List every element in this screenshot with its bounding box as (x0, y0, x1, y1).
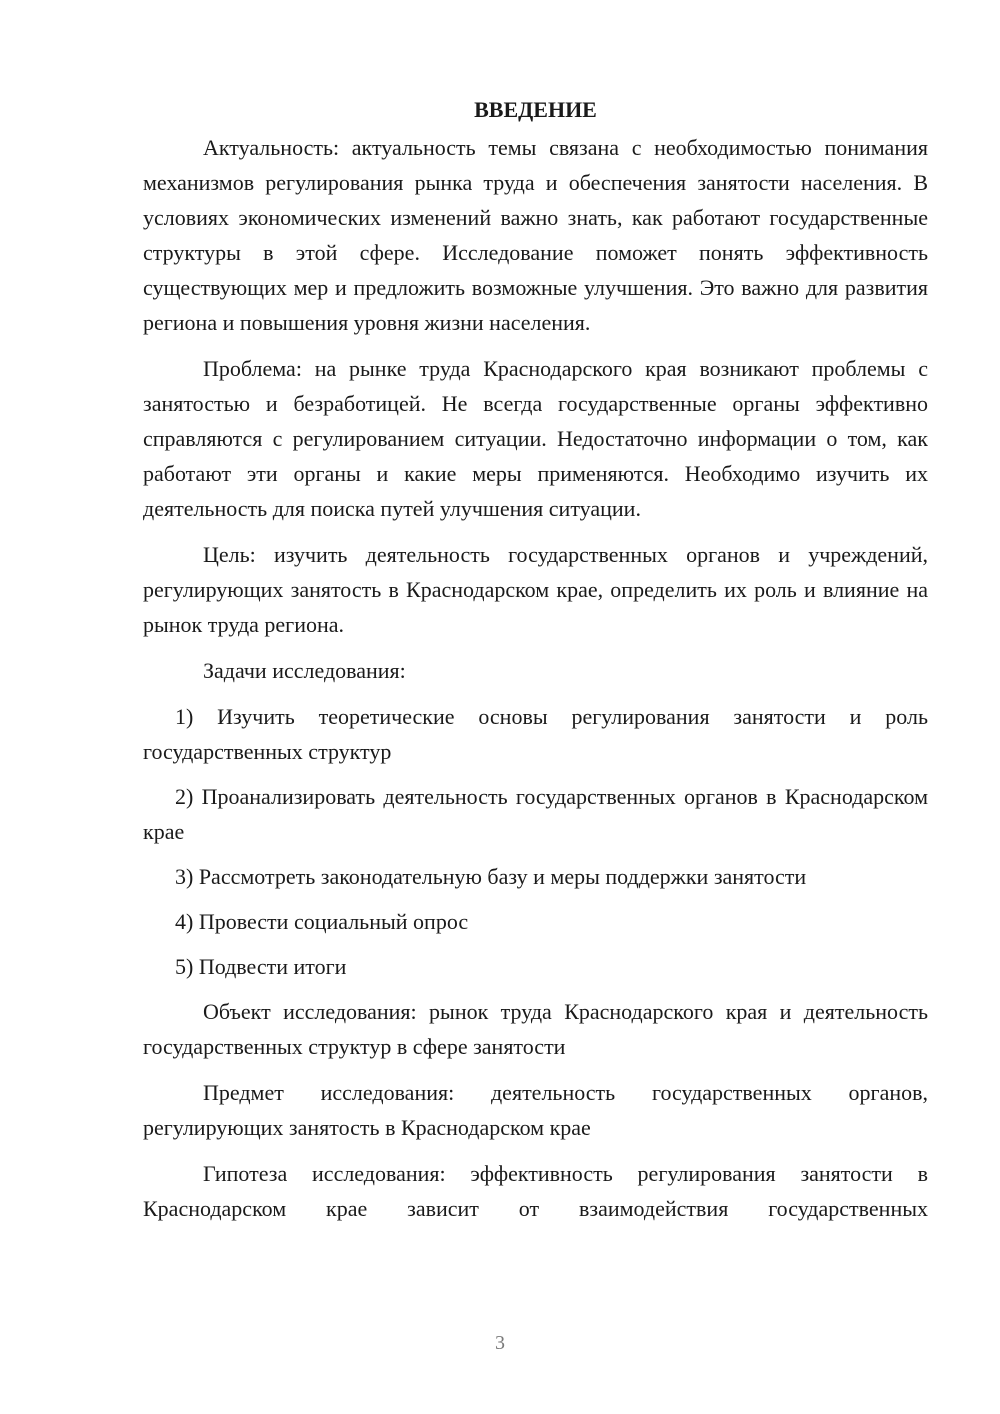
task-item-1: 1) Изучить теоретические основы регулирования занятости и роль государственных структур (143, 704, 928, 764)
paragraph-object: Объект исследования: рынок труда Краснодарского края и деятельность государственных структур в сфере занятости (143, 999, 928, 1059)
tasks-title: Задачи исследования: (203, 658, 406, 683)
paragraph-problem: Проблема: на рынке труда Краснодарского края возникают проблемы с занятостью и безработицей. Не всегда государственные органы эффективно справляются с регулированием ситуации. Недостаточно информации о том, как работают эти органы и какие меры применяются. Необходимо изучить их деятельность для поиска путей улучшения ситуации. (143, 356, 928, 521)
task-item-4: 4) Провести социальный опрос (175, 909, 469, 934)
page-number: 3 (495, 1332, 505, 1354)
paragraph-hypothesis: Гипотеза исследования: эффективность регулирования занятости в Краснодарском крае зависит от взаимодействия государственных (143, 1161, 928, 1221)
paragraph-subject: Предмет исследования: деятельность государственных органов, регулирующих занятость в Краснодарском крае (143, 1080, 928, 1140)
paragraph-goal: Цель: изучить деятельность государственных органов и учреждений, регулирующих занятость в Краснодарском крае, определить их роль и влияние на рынок труда региона. (143, 542, 928, 637)
section-heading: ВВЕДЕНИЕ (474, 97, 597, 122)
document-page (143, 92, 928, 1226)
task-item-5: 5) Подвести итоги (175, 954, 347, 979)
paragraph-relevance: Актуальность: актуальность темы связана с необходимостью понимания механизмов регулирования рынка труда и обеспечения занятости населения. В условиях экономических изменений важно знать, как работают государственные структуры в этой сфере. Исследование поможет понять эффективность существующих мер и предложить возможные улучшения. Это важно для развития региона и повышения уровня жизни населения. (143, 135, 928, 335)
task-item-3: 3) Рассмотреть законодательную базу и меры поддержки занятости (175, 864, 807, 889)
task-item-2: 2) Проанализировать деятельность государственных органов в Краснодарском крае (143, 784, 928, 844)
